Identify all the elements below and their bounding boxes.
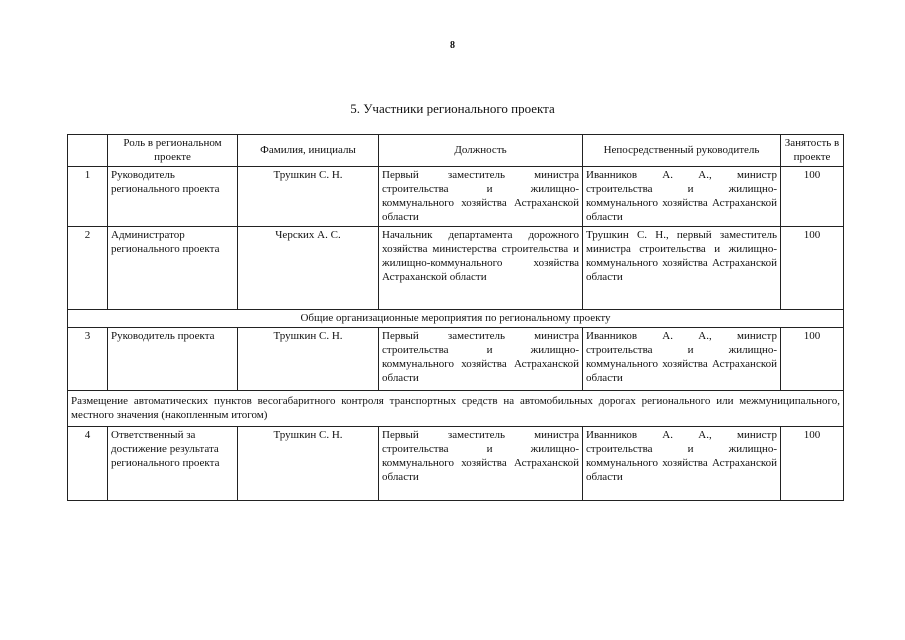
cell-name: Трушкин С. Н. xyxy=(238,328,379,391)
table-header-row xyxy=(68,135,844,167)
cell-role: Ответственный за достижение результата регионального проекта xyxy=(108,427,238,501)
header-name: Фамилия, инициалы xyxy=(238,135,379,167)
cell-load: 100 xyxy=(781,328,844,391)
page-number: 8 xyxy=(450,40,455,51)
table-row xyxy=(68,227,844,310)
cell-num: 3 xyxy=(68,328,108,391)
group-title-row xyxy=(68,391,844,427)
cell-supervisor: Иванников А. А., министр строительства и жилищно-коммунального хозяйства Астраханской области xyxy=(583,328,781,391)
cell-position: Первый заместитель министра строительства и жилищно-коммунального хозяйства Астраханской области xyxy=(379,427,583,501)
cell-supervisor: Иванников А. А., министр строительства и жилищно-коммунального хозяйства Астраханской области xyxy=(583,167,781,227)
cell-position: Первый заместитель министра строительства и жилищно-коммунального хозяйства Астраханской области xyxy=(379,167,583,227)
group-title-row xyxy=(68,310,844,328)
cell-supervisor: Иванников А. А., министр строительства и жилищно-коммунального хозяйства Астраханской области xyxy=(583,427,781,501)
participants-table xyxy=(67,134,844,501)
cell-name: Трушкин С. Н. xyxy=(238,167,379,227)
header-role: Роль в региональном проекте xyxy=(108,135,238,167)
header-supervisor: Непосредственный руководитель xyxy=(583,135,781,167)
cell-role: Руководитель регионального проекта xyxy=(108,167,238,227)
cell-name: Трушкин С. Н. xyxy=(238,427,379,501)
table-row xyxy=(68,427,844,501)
cell-position: Начальник департамента дорожного хозяйства министерства строительства и жилищно-коммунального хозяйства Астраханской области xyxy=(379,227,583,310)
cell-supervisor: Трушкин С. Н., первый заместитель министра строительства и жилищно-коммунального хозяйства Астраханской области xyxy=(583,227,781,310)
cell-role: Руководитель проекта xyxy=(108,328,238,391)
cell-load: 100 xyxy=(781,427,844,501)
header-load: Занятость в проекте xyxy=(781,135,844,167)
cell-load: 100 xyxy=(781,227,844,310)
cell-load: 100 xyxy=(781,167,844,227)
cell-num: 1 xyxy=(68,167,108,227)
group-title: Общие организационные мероприятия по региональному проекту xyxy=(68,310,844,328)
header-position: Должность xyxy=(379,135,583,167)
cell-num: 2 xyxy=(68,227,108,310)
section-title: 5. Участники регионального проекта xyxy=(350,101,555,116)
group-title: Размещение автоматических пунктов весогабаритного контроля транспортных средств на автомобильных дорогах регионального или межмуниципального, местного значения (накопленным итогом) xyxy=(68,391,844,427)
header-num xyxy=(68,135,108,167)
cell-role: Администратор регионального проекта xyxy=(108,227,238,310)
cell-name: Черских А. С. xyxy=(238,227,379,310)
cell-num: 4 xyxy=(68,427,108,501)
table-row xyxy=(68,328,844,391)
cell-position: Первый заместитель министра строительства и жилищно-коммунального хозяйства Астраханской области xyxy=(379,328,583,391)
table-row xyxy=(68,167,844,227)
